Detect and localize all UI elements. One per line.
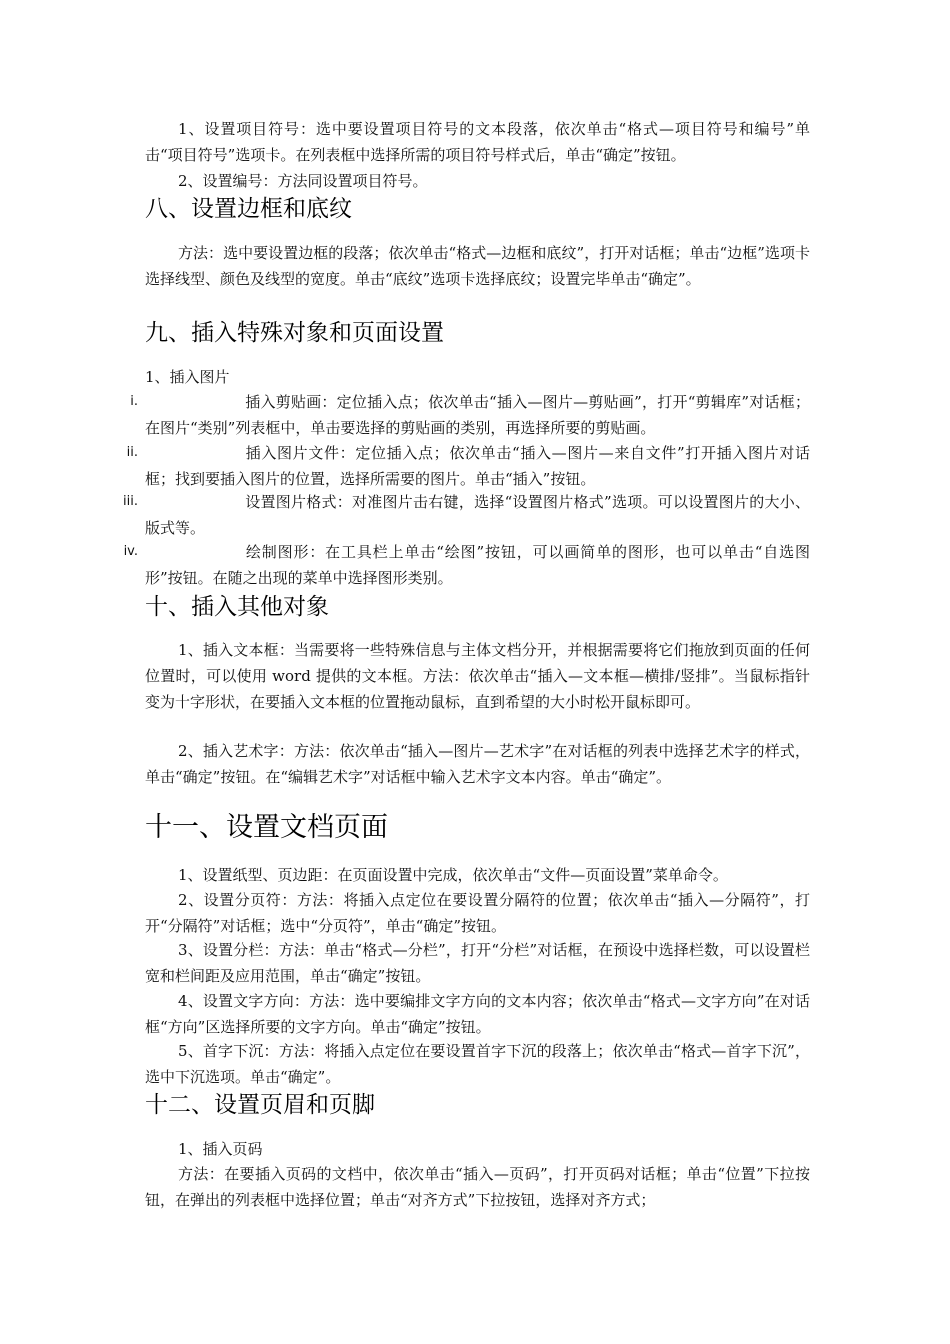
section12-body: 方法：在要插入页码的文档中，依次单击“插入—页码”，打开页码对话框；单击“位置”下拉按钮，在弹出的列表框中选择位置；单击“对齐方式”下拉按钮，选择对齐方式；	[145, 1165, 810, 1209]
list-item	[123, 539, 810, 591]
section11-paragraph-3: 3、设置分栏：方法：单击“格式—分栏”，打开“分栏”对话框，在预设中选择栏数，可以设置栏宽和栏间距及应用范围，单击“确定”按钮。	[145, 941, 810, 985]
section11-paragraph-2: 2、设置分页符：方法：将插入点定位在要设置分隔符的位置；依次单击“插入—分隔符”，打开“分隔符”对话框；选中“分页符”，单击“确定”按钮。	[145, 891, 810, 935]
section-heading-10: 十、插入其他对象	[145, 594, 329, 620]
section12-subheading: 1、插入页码	[178, 1140, 263, 1158]
section-heading-8: 八、设置边框和底纹	[145, 196, 352, 222]
section-heading-11: 十一、设置文档页面	[145, 812, 388, 843]
section11-paragraph-4: 4、设置文字方向：方法：选中要编排文字方向的文本内容；依次单击“格式—文字方向”在对话框“方向”区选择所要的文字方向。单击“确定”按钮。	[145, 992, 810, 1036]
list-item-text: 绘制图形：在工具栏上单击“绘图”按钮，可以画简单的图形，也可以单击“自选图形”按钮。在随之出现的菜单中选择图形类别。	[145, 543, 810, 587]
section-heading-9: 九、插入特殊对象和页面设置	[145, 320, 444, 346]
list-item	[126, 440, 810, 492]
section10-paragraph-textbox: 1、插入文本框：当需要将一些特殊信息与主体文档分开，并根据需要将它们拖放到页面的任何位置时，可以使用 word 提供的文本框。方法：依次单击“插入—文本框—横排/竖排”。当鼠标指针变为十字形状，在要插入文本框的位置拖动鼠标，直到希望的大小时松开鼠标即可。	[145, 641, 810, 711]
list-item-number: iv.	[123, 544, 138, 559]
paragraph-numbering-setting: 2、设置编号：方法同设置项目符号。	[178, 172, 428, 190]
list-item-text: 插入剪贴画：定位插入点；依次单击“插入—图片—剪贴画”，打开“剪辑库”对话框；在图片“类别”列表框中，单击要选择的剪贴画的类别，再选择所要的剪贴画。	[145, 393, 810, 437]
list-item	[130, 389, 810, 441]
paragraph-bullet-setting: 1、设置项目符号：选中要设置项目符号的文本段落，依次单击“格式—项目符号和编号”单击“项目符号”选项卡。在列表框中选择所需的项目符号样式后，单击“确定”按钮。	[145, 120, 810, 164]
section9-subheading: 1、插入图片	[145, 368, 230, 386]
list-item-text: 插入图片文件：定位插入点；依次单击“插入—图片—来自文件”打开插入图片对话框；找到要插入图片的位置，选择所需要的图片。单击“插入”按钮。	[145, 444, 810, 488]
list-item-text: 设置图片格式：对准图片击右键，选择“设置图片格式”选项。可以设置图片的大小、版式等。	[145, 493, 810, 537]
list-item-number: i.	[130, 394, 138, 409]
section11-paragraph-1: 1、设置纸型、页边距：在页面设置中完成，依次单击“文件—页面设置”菜单命令。	[178, 866, 728, 884]
list-item-number: ii.	[126, 445, 138, 460]
list-item	[123, 489, 810, 541]
section8-body: 方法：选中要设置边框的段落；依次单击“格式—边框和底纹”，打开对话框；单击“边框”选项卡选择线型、颜色及线型的宽度。单击“底纹”选项卡选择底纹；设置完毕单击“确定”。	[145, 244, 810, 288]
section10-paragraph-wordart: 2、插入艺术字：方法：依次单击“插入—图片—艺术字”在对话框的列表中选择艺术字的样式，单击“确定”按钮。在“编辑艺术字”对话框中输入艺术字文本内容。单击“确定”。	[145, 742, 810, 786]
section-heading-12: 十二、设置页眉和页脚	[145, 1092, 375, 1118]
list-item-number: iii.	[123, 494, 138, 509]
section11-paragraph-5: 5、首字下沉：方法：将插入点定位在要设置首字下沉的段落上；依次单击“格式—首字下沉”，选中下沉选项。单击“确定”。	[145, 1042, 810, 1086]
